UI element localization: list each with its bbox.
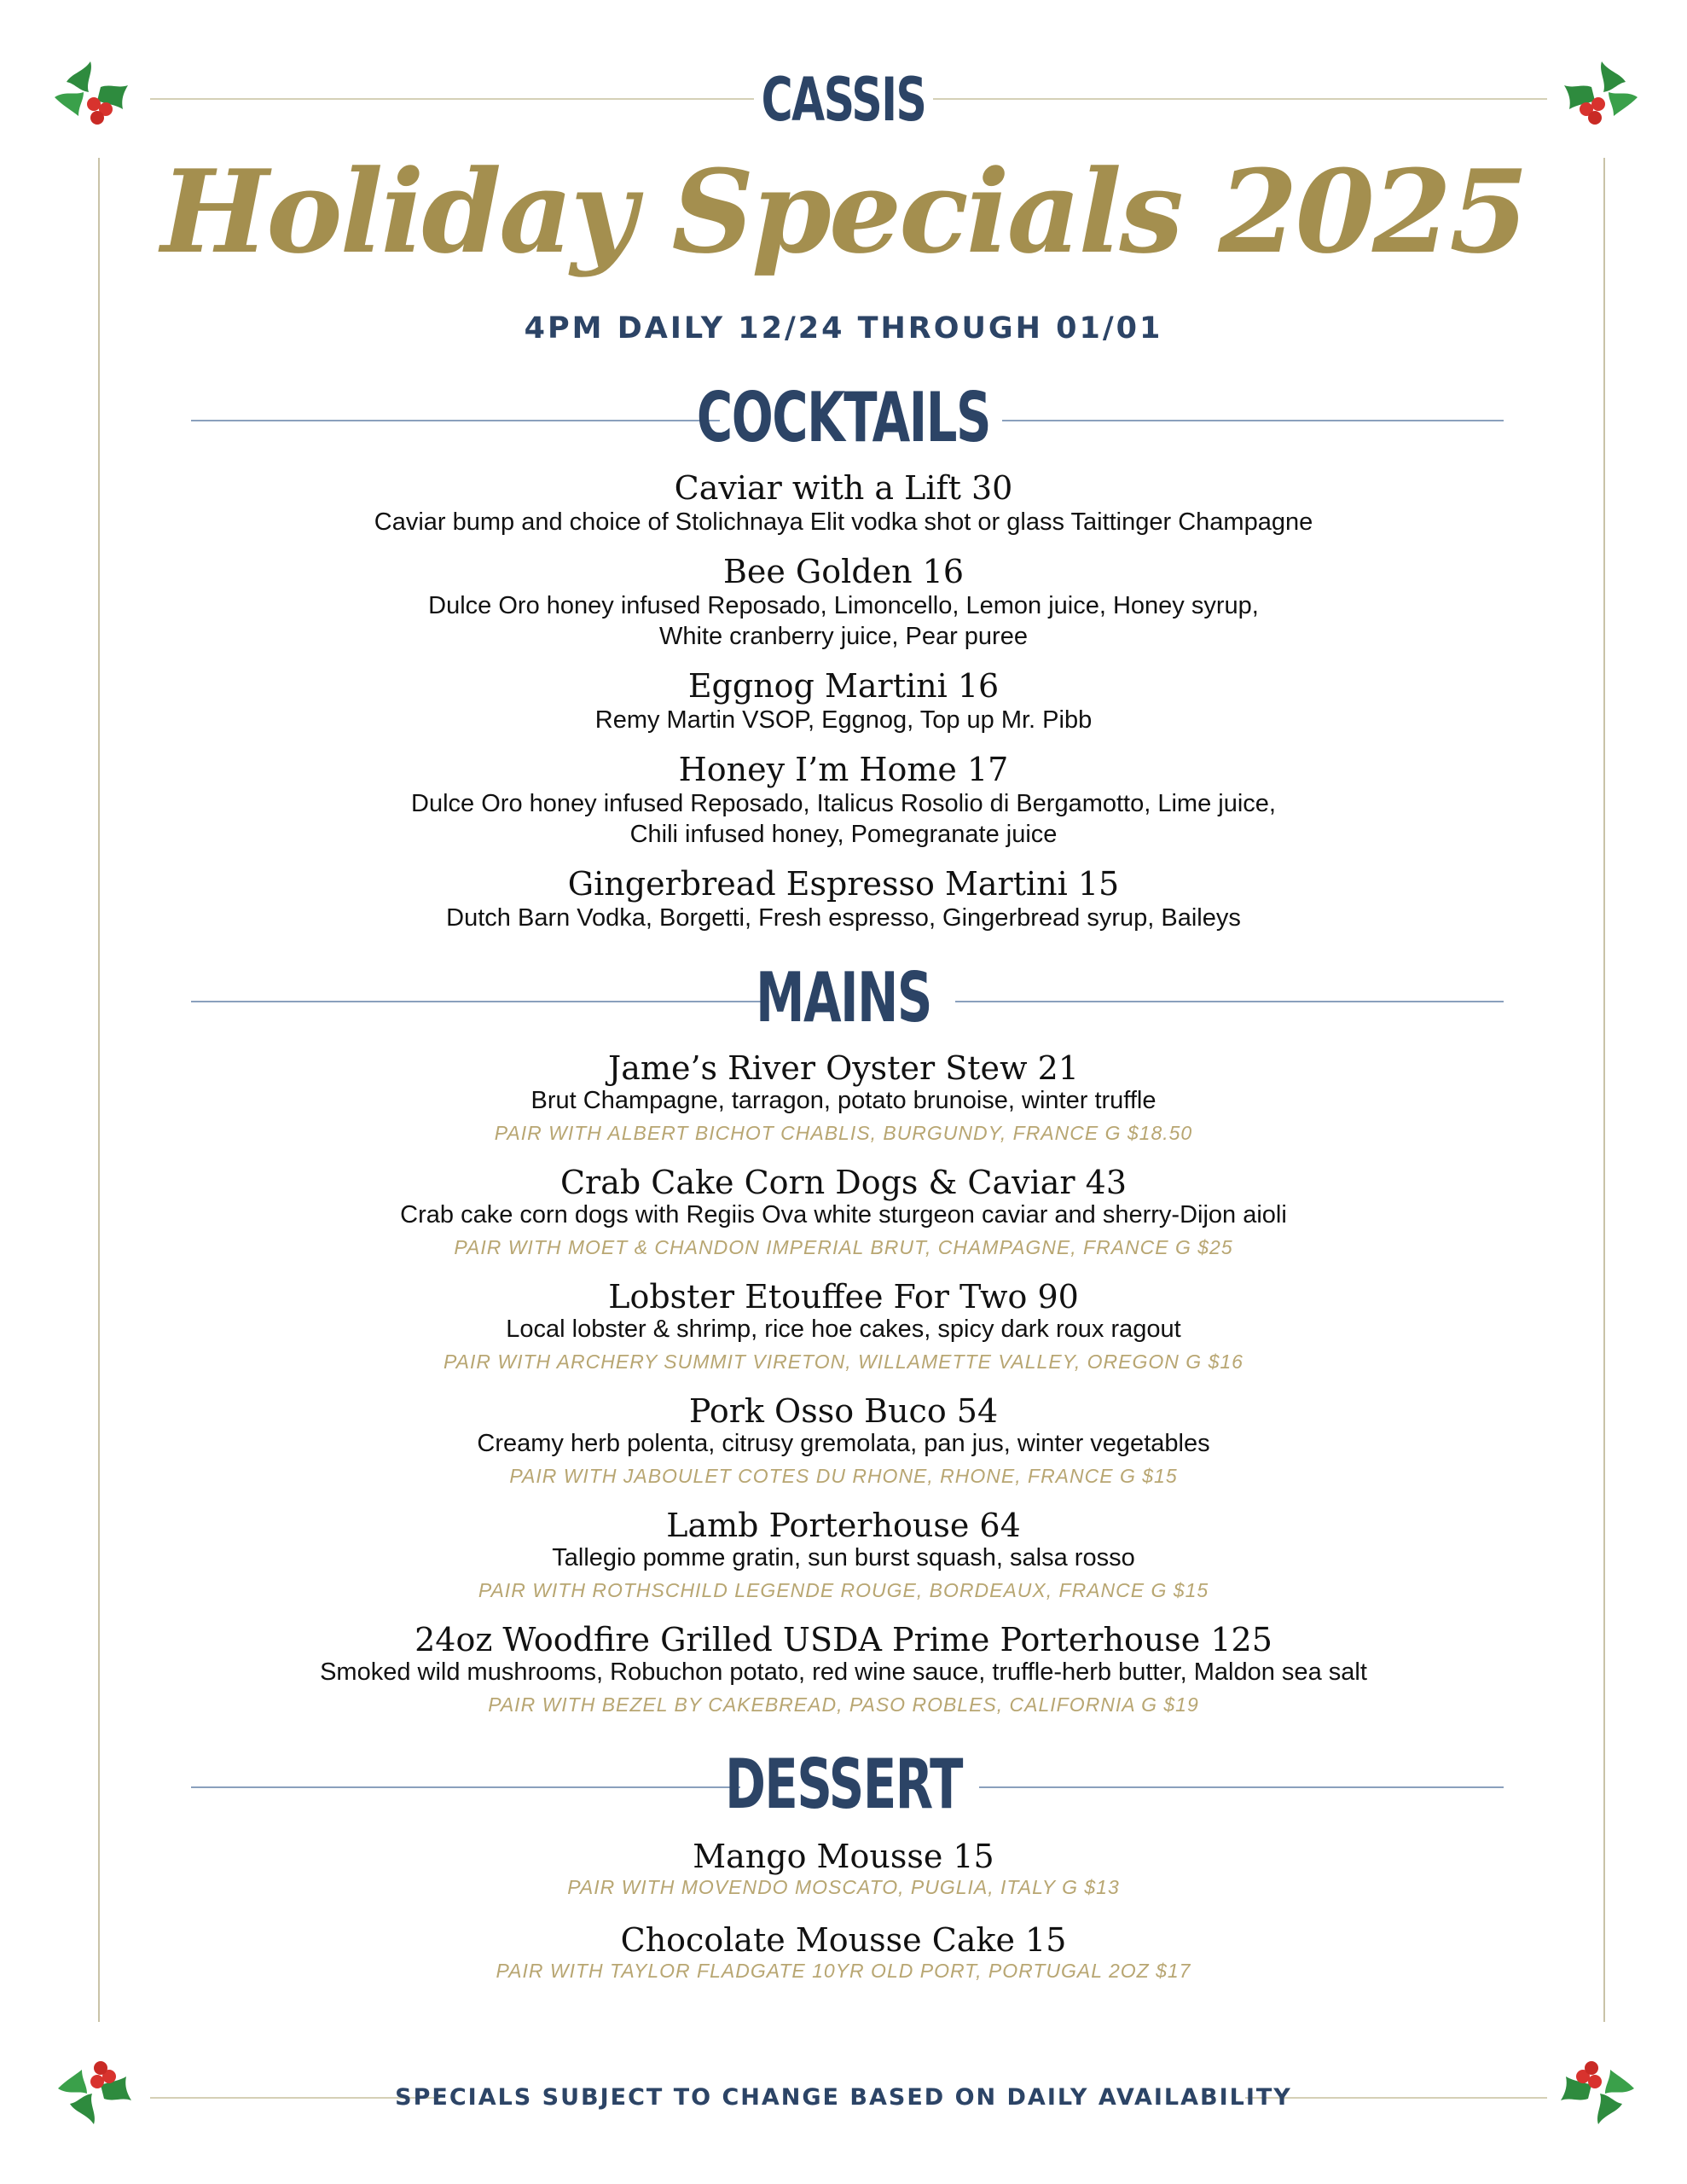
menu-item-desc: Chili infused honey, Pomegranate juice (629, 821, 1058, 848)
menu-item-desc: Brut Champagne, tarragon, potato brunoise, winter truffle (530, 1087, 1157, 1114)
section-heading-mains: MAINS (756, 958, 931, 1037)
menu-item-name: Caviar with a Lift 30 (674, 469, 1013, 507)
menu-item-desc: Local lobster & shrimp, rice hoe cakes, spicy dark roux ragout (506, 1316, 1181, 1343)
menu-item-desc: Remy Martin VSOP, Eggnog, Top up Mr. Pibb (594, 706, 1093, 734)
menu-item-desc: Dulce Oro honey infused Reposado, Limoncello, Lemon juice, Honey syrup, (428, 592, 1259, 619)
wine-pairing: PAIR WITH ALBERT BICHOT CHABLIS, BURGUNDY, FRANCE G $18.50 (494, 1122, 1193, 1144)
wine-pairing: PAIR WITH ROTHSCHILD LEGENDE ROUGE, BORDEAUX, FRANCE G $15 (478, 1579, 1209, 1601)
menu-item-desc: Caviar bump and choice of Stolichnaya Elit vodka shot or glass Taittinger Champagne (374, 508, 1313, 536)
menu-item-name: Eggnog Martini 16 (687, 667, 1000, 705)
section-heading-cocktails: COCKTAILS (696, 378, 991, 457)
menu-item-name: Lamb Porterhouse 64 (666, 1507, 1021, 1544)
menu-item-name: Chocolate Mousse Cake 15 (620, 1921, 1067, 1959)
menu-item-name: Mango Mousse 15 (693, 1838, 994, 1875)
menu-item-name: Pork Osso Buco 54 (688, 1392, 999, 1430)
wine-pairing: PAIR WITH ARCHERY SUMMIT VIRETON, WILLAMETTE VALLEY, OREGON G $16 (443, 1350, 1244, 1373)
holly-icon (1561, 53, 1643, 135)
menu-item-desc: Crab cake corn dogs with Regiis Ova white sturgeon caviar and sherry-Dijon aioli (400, 1201, 1287, 1228)
footer-note: SPECIALS SUBJECT TO CHANGE BASED ON DAILY AVAILABILITY (395, 2084, 1292, 2111)
wine-pairing: PAIR WITH JABOULET COTES DU RHONE, RHONE, FRANCE G $15 (509, 1465, 1178, 1487)
menu-item-name: Lobster Etouffee For Two 90 (608, 1278, 1079, 1316)
menu-item-name: Crab Cake Corn Dogs & Caviar 43 (559, 1164, 1128, 1201)
menu-item-name: Jame’s River Oyster Stew 21 (608, 1049, 1079, 1087)
wine-pairing: PAIR WITH TAYLOR FLADGATE 10YR OLD PORT, PORTUGAL 2OZ $17 (496, 1960, 1191, 1982)
menu-item-desc: White cranberry juice, Pear puree (659, 623, 1028, 650)
menu-item-desc: Dulce Oro honey infused Reposado, Italicus Rosolio di Bergamotto, Lime juice, (411, 790, 1276, 817)
brand-logo: CASSIS (761, 65, 926, 135)
section-heading-dessert: DESSERT (725, 1745, 962, 1824)
wine-pairing: PAIR WITH MOET & CHANDON IMPERIAL BRUT, CHAMPAGNE, FRANCE G $25 (454, 1236, 1233, 1258)
date-range: 4PM DAILY 12/24 THROUGH 01/01 (524, 311, 1163, 346)
menu-item-name: Bee Golden 16 (722, 553, 965, 590)
menu-item-desc: Dutch Barn Vodka, Borgetti, Fresh espresso, Gingerbread syrup, Baileys (446, 904, 1241, 932)
menu-item-desc: Tallegio pomme gratin, sun burst squash, salsa rosso (552, 1544, 1135, 1571)
wine-pairing: PAIR WITH MOVENDO MOSCATO, PUGLIA, ITALY G $13 (567, 1876, 1120, 1898)
menu-item-desc: Smoked wild mushrooms, Robuchon potato, red wine sauce, truffle-herb butter, Maldon sea salt (320, 1658, 1367, 1686)
wine-pairing: PAIR WITH BEZEL BY CAKEBREAD, PASO ROBLES, CALIFORNIA G $19 (488, 1693, 1199, 1716)
menu-item-desc: Creamy herb polenta, citrusy gremolata, pan jus, winter vegetables (477, 1430, 1210, 1457)
holly-icon (49, 53, 131, 135)
menu-item-name: 24oz Woodfire Grilled USDA Prime Porterhouse 125 (415, 1621, 1272, 1658)
menu-item-name: Honey I’m Home 17 (678, 751, 1009, 788)
menu-item-name: Gingerbread Espresso Martini 15 (567, 865, 1120, 903)
page-title: Holiday Specials 2025 (160, 144, 1527, 279)
